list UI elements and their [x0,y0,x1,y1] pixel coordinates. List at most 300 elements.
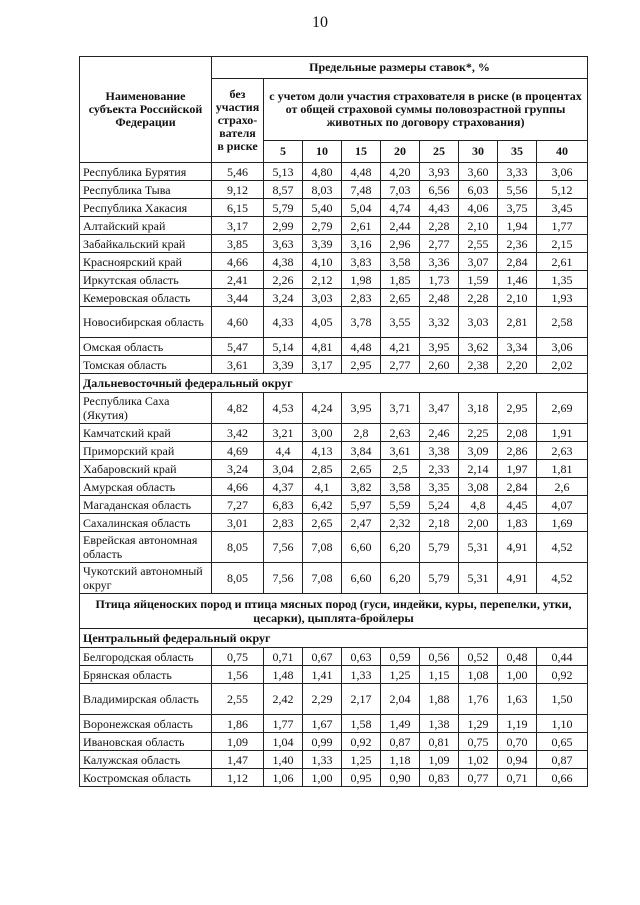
rate-cell: 2,47 [342,514,381,532]
subject-name-cell: Алтайский край [80,217,212,235]
rate-cell: 1,04 [264,733,303,751]
rate-cell: 0,70 [498,733,537,751]
rate-cell: 1,19 [498,715,537,733]
rate-cell: 4,21 [381,338,420,356]
table-row [80,460,588,478]
rate-cell: 0,99 [303,733,342,751]
rate-cell: 3,47 [420,393,459,424]
rate-cell: 4,07 [537,496,588,514]
rate-cell: 1,38 [420,715,459,733]
rate-cell: 2,84 [498,478,537,496]
subject-name-cell: Владимирская область [80,684,212,715]
rate-cell: 4,52 [537,532,588,563]
rate-cell: 5,79 [420,532,459,563]
rate-cell: 0,52 [459,648,498,666]
rate-cell: 4,20 [381,163,420,181]
rate-without-participation-cell: 5,46 [212,163,264,181]
rate-cell: 1,91 [537,424,588,442]
rate-cell: 6,60 [342,563,381,594]
rate-cell: 0,71 [498,769,537,787]
rate-cell: 1,98 [342,271,381,289]
rate-cell: 3,82 [342,478,381,496]
rate-cell: 1,94 [498,217,537,235]
subject-name-cell: Томская область [80,356,212,374]
rate-cell: 2,29 [303,684,342,715]
rate-cell: 3,03 [303,289,342,307]
table-row [80,733,588,751]
rate-cell: 5,79 [420,563,459,594]
rate-without-participation-cell: 4,60 [212,307,264,338]
rate-cell: 2,33 [420,460,459,478]
rate-cell: 3,08 [459,478,498,496]
rate-cell: 2,44 [381,217,420,235]
rate-without-participation-cell: 7,27 [212,496,264,514]
rate-cell: 1,35 [537,271,588,289]
rate-cell: 2,12 [303,271,342,289]
rate-cell: 2,79 [303,217,342,235]
rate-cell: 3,39 [303,235,342,253]
rate-cell: 1,18 [381,751,420,769]
share-header-cell: 20 [381,141,420,163]
rate-cell: 4,81 [303,338,342,356]
subject-name-cell: Амурская область [80,478,212,496]
rate-without-participation-cell: 1,09 [212,733,264,751]
rate-cell: 4,05 [303,307,342,338]
rate-cell: 2,6 [537,478,588,496]
rate-cell: 5,24 [420,496,459,514]
rate-cell: 6,60 [342,532,381,563]
rate-cell: 7,48 [342,181,381,199]
rate-without-participation-cell: 3,61 [212,356,264,374]
rate-cell: 1,48 [264,666,303,684]
rate-cell: 2,99 [264,217,303,235]
rate-cell: 2,25 [459,424,498,442]
subject-name-cell: Белгородская область [80,648,212,666]
section-row [80,594,588,629]
rate-without-participation-cell: 4,69 [212,442,264,460]
rate-cell: 2,00 [459,514,498,532]
table-row [80,217,588,235]
subject-name-cell: Новосибирская область [80,307,212,338]
rate-cell: 4,4 [264,442,303,460]
rate-cell: 5,13 [264,163,303,181]
rate-cell: 0,56 [420,648,459,666]
rate-cell: 2,32 [381,514,420,532]
rate-cell: 1,77 [537,217,588,235]
subject-name-cell: Еврейская автономная область [80,532,212,563]
table-row [80,307,588,338]
rate-cell: 1,09 [420,751,459,769]
rate-cell: 0,63 [342,648,381,666]
rate-cell: 4,53 [264,393,303,424]
rate-cell: 3,63 [264,235,303,253]
rate-without-participation-cell: 0,75 [212,648,264,666]
subject-name-cell: Республика Тыва [80,181,212,199]
table-row [80,751,588,769]
subject-name-cell: Омская область [80,338,212,356]
rate-cell: 0,94 [498,751,537,769]
rate-cell: 6,83 [264,496,303,514]
rate-cell: 7,56 [264,563,303,594]
rate-cell: 0,87 [537,751,588,769]
rate-without-participation-cell: 1,12 [212,769,264,787]
rate-cell: 7,08 [303,532,342,563]
rate-without-participation-cell: 9,12 [212,181,264,199]
limits-header: Предельные размеры ставок*, % [212,57,588,79]
rate-cell: 0,81 [420,733,459,751]
rate-cell: 4,38 [264,253,303,271]
rate-cell: 4,52 [537,563,588,594]
table-row [80,356,588,374]
rate-cell: 1,63 [498,684,537,715]
subject-name-cell: Хабаровский край [80,460,212,478]
rate-without-participation-cell: 3,85 [212,235,264,253]
rate-cell: 3,21 [264,424,303,442]
share-header-cell: 30 [459,141,498,163]
rate-cell: 5,12 [537,181,588,199]
table-row [80,181,588,199]
rate-cell: 2,77 [381,356,420,374]
rate-cell: 1,73 [420,271,459,289]
rate-cell: 2,65 [303,514,342,532]
rate-cell: 5,40 [303,199,342,217]
share-header-cell: 35 [498,141,537,163]
section-title: Дальневосточный федеральный округ [80,374,588,393]
subject-name-cell: Калужская область [80,751,212,769]
rate-cell: 2,10 [498,289,537,307]
rate-cell: 1,46 [498,271,537,289]
rate-cell: 2,65 [381,289,420,307]
rate-cell: 0,77 [459,769,498,787]
rate-cell: 0,83 [420,769,459,787]
rate-cell: 8,57 [264,181,303,199]
without-participation-header: без участия страхо-вателя в риске [212,79,264,163]
section-title: Центральный федеральный округ [80,629,588,648]
rate-cell: 2,46 [420,424,459,442]
with-participation-header: с учетом доли участия страхователя в риске (в процентах от общей страховой суммы половозрастной группы животных по договору страхования) [264,79,588,141]
rate-cell: 2,02 [537,356,588,374]
rate-without-participation-cell: 3,44 [212,289,264,307]
rate-cell: 2,10 [459,217,498,235]
rate-cell: 2,20 [498,356,537,374]
rate-without-participation-cell: 2,41 [212,271,264,289]
rate-cell: 3,93 [420,163,459,181]
rate-cell: 1,69 [537,514,588,532]
table-row [80,424,588,442]
rate-without-participation-cell: 6,15 [212,199,264,217]
rate-cell: 2,77 [420,235,459,253]
rate-cell: 3,24 [264,289,303,307]
table-row [80,271,588,289]
rate-cell: 2,26 [264,271,303,289]
rate-cell: 4,74 [381,199,420,217]
rate-cell: 3,45 [537,199,588,217]
rate-cell: 2,69 [537,393,588,424]
rate-cell: 5,97 [342,496,381,514]
rate-cell: 3,78 [342,307,381,338]
rate-cell: 3,71 [381,393,420,424]
rate-cell: 5,56 [498,181,537,199]
rate-cell: 1,88 [420,684,459,715]
table-row [80,715,588,733]
rate-cell: 1,81 [537,460,588,478]
rate-cell: 2,60 [420,356,459,374]
rate-cell: 2,96 [381,235,420,253]
rate-cell: 3,00 [303,424,342,442]
subject-name-cell: Чукотский автономный округ [80,563,212,594]
subject-name-cell: Сахалинская область [80,514,212,532]
rate-cell: 0,48 [498,648,537,666]
rate-cell: 2,28 [420,217,459,235]
rate-cell: 1,50 [537,684,588,715]
rate-cell: 6,03 [459,181,498,199]
rate-cell: 3,04 [264,460,303,478]
table-row [80,563,588,594]
subject-name-cell: Воронежская область [80,715,212,733]
rates-table [79,56,588,787]
table-row [80,163,588,181]
subject-name-cell: Камчатский край [80,424,212,442]
subject-name-cell: Брянская область [80,666,212,684]
rate-cell: 6,20 [381,532,420,563]
share-header-cell: 15 [342,141,381,163]
rate-cell: 1,58 [342,715,381,733]
rate-cell: 1,25 [381,666,420,684]
rate-cell: 1,33 [303,751,342,769]
table-row [80,496,588,514]
rate-without-participation-cell: 3,01 [212,514,264,532]
rate-cell: 3,36 [420,253,459,271]
rate-cell: 2,28 [459,289,498,307]
table-row [80,648,588,666]
rate-cell: 6,42 [303,496,342,514]
rate-cell: 3,95 [342,393,381,424]
rate-cell: 7,08 [303,563,342,594]
rate-cell: 3,95 [420,338,459,356]
subject-name-cell: Республика Бурятия [80,163,212,181]
share-header-cell: 40 [537,141,588,163]
rate-cell: 3,55 [381,307,420,338]
rate-cell: 3,84 [342,442,381,460]
rate-without-participation-cell: 4,66 [212,253,264,271]
table-row [80,514,588,532]
rate-cell: 0,87 [381,733,420,751]
rate-cell: 3,09 [459,442,498,460]
table-row [80,666,588,684]
rate-cell: 0,65 [537,733,588,751]
rate-without-participation-cell: 3,42 [212,424,264,442]
rate-cell: 4,24 [303,393,342,424]
table-row [80,235,588,253]
rate-cell: 2,14 [459,460,498,478]
table-header [80,57,588,163]
rate-cell: 2,83 [264,514,303,532]
rate-cell: 2,65 [342,460,381,478]
rate-cell: 3,62 [459,338,498,356]
rate-cell: 1,85 [381,271,420,289]
rate-without-participation-cell: 8,05 [212,563,264,594]
rate-without-participation-cell: 1,86 [212,715,264,733]
table-row [80,338,588,356]
subject-name-cell: Приморский край [80,442,212,460]
rate-cell: 1,00 [498,666,537,684]
rate-without-participation-cell: 5,47 [212,338,264,356]
rate-cell: 1,93 [537,289,588,307]
rate-cell: 2,17 [342,684,381,715]
rate-cell: 2,38 [459,356,498,374]
rate-cell: 5,79 [264,199,303,217]
table-row [80,442,588,460]
rate-cell: 1,25 [342,751,381,769]
rate-cell: 4,91 [498,532,537,563]
rate-cell: 2,58 [537,307,588,338]
rate-cell: 2,61 [342,217,381,235]
subject-name-cell: Красноярский край [80,253,212,271]
rate-cell: 2,04 [381,684,420,715]
rate-cell: 3,17 [303,356,342,374]
rate-cell: 2,81 [498,307,537,338]
subject-name-cell: Забайкальский край [80,235,212,253]
rate-without-participation-cell: 1,56 [212,666,264,684]
rate-cell: 3,03 [459,307,498,338]
rate-cell: 3,58 [381,253,420,271]
share-header-cell: 5 [264,141,303,163]
rate-cell: 4,13 [303,442,342,460]
rate-cell: 2,5 [381,460,420,478]
rate-cell: 8,03 [303,181,342,199]
rate-cell: 2,85 [303,460,342,478]
rate-cell: 1,29 [459,715,498,733]
rate-cell: 4,10 [303,253,342,271]
rate-cell: 0,66 [537,769,588,787]
rate-cell: 4,45 [498,496,537,514]
rate-cell: 1,77 [264,715,303,733]
rate-cell: 3,06 [537,163,588,181]
rate-cell: 2,42 [264,684,303,715]
rate-cell: 1,08 [459,666,498,684]
rate-cell: 2,84 [498,253,537,271]
rate-cell: 3,38 [420,442,459,460]
rate-cell: 0,92 [342,733,381,751]
table-row [80,532,588,563]
rate-cell: 3,16 [342,235,381,253]
rate-cell: 1,76 [459,684,498,715]
rate-without-participation-cell: 8,05 [212,532,264,563]
rate-cell: 3,83 [342,253,381,271]
rate-cell: 2,08 [498,424,537,442]
section-title: Птица яйценоских пород и птица мясных пород (гуси, индейки, куры, перепелки, утки, цесарки), цыплята-бройлеры [80,594,588,629]
rate-cell: 6,20 [381,563,420,594]
rate-cell: 7,56 [264,532,303,563]
rate-cell: 0,59 [381,648,420,666]
rate-cell: 3,34 [498,338,537,356]
rate-cell: 3,60 [459,163,498,181]
rate-cell: 1,02 [459,751,498,769]
rate-cell: 1,33 [342,666,381,684]
rate-cell: 3,35 [420,478,459,496]
rate-cell: 0,44 [537,648,588,666]
rate-cell: 2,83 [342,289,381,307]
rate-cell: 4,1 [303,478,342,496]
rate-cell: 4,43 [420,199,459,217]
subject-name-cell: Иркутская область [80,271,212,289]
rate-cell: 4,91 [498,563,537,594]
rate-cell: 2,95 [498,393,537,424]
rate-cell: 1,06 [264,769,303,787]
rate-cell: 2,95 [342,356,381,374]
rate-cell: 5,14 [264,338,303,356]
rate-cell: 2,48 [420,289,459,307]
rate-cell: 2,55 [459,235,498,253]
rate-without-participation-cell: 4,66 [212,478,264,496]
table-row [80,199,588,217]
rate-cell: 2,15 [537,235,588,253]
rate-cell: 6,56 [420,181,459,199]
rate-cell: 2,18 [420,514,459,532]
rate-cell: 0,75 [459,733,498,751]
rate-cell: 2,36 [498,235,537,253]
rate-cell: 1,83 [498,514,537,532]
rate-cell: 4,48 [342,163,381,181]
rate-cell: 3,39 [264,356,303,374]
rate-cell: 1,97 [498,460,537,478]
subject-column-header: Наименование субъекта Российской Федерации [80,57,212,163]
rate-cell: 3,61 [381,442,420,460]
subject-name-cell: Костромская область [80,769,212,787]
rate-cell: 2,63 [381,424,420,442]
rate-cell: 4,80 [303,163,342,181]
rate-cell: 0,92 [537,666,588,684]
share-header-cell: 10 [303,141,342,163]
rate-without-participation-cell: 1,47 [212,751,264,769]
rate-cell: 1,40 [264,751,303,769]
rate-cell: 5,04 [342,199,381,217]
rate-cell: 4,48 [342,338,381,356]
rate-without-participation-cell: 3,24 [212,460,264,478]
rate-cell: 1,59 [459,271,498,289]
rate-cell: 3,18 [459,393,498,424]
rate-cell: 1,10 [537,715,588,733]
rate-cell: 5,31 [459,563,498,594]
table-row [80,393,588,424]
rate-cell: 3,07 [459,253,498,271]
rate-cell: 1,41 [303,666,342,684]
rate-cell: 5,31 [459,532,498,563]
rate-cell: 4,8 [459,496,498,514]
rate-cell: 2,61 [537,253,588,271]
table-row [80,253,588,271]
section-row [80,629,588,648]
rate-without-participation-cell: 3,17 [212,217,264,235]
page-number: 10 [312,14,328,31]
rate-cell: 1,49 [381,715,420,733]
rate-cell: 3,32 [420,307,459,338]
rate-cell: 2,86 [498,442,537,460]
table-body [80,163,588,787]
rate-cell: 4,37 [264,478,303,496]
rate-without-participation-cell: 4,82 [212,393,264,424]
share-header-cell: 25 [420,141,459,163]
rate-cell: 5,59 [381,496,420,514]
rate-cell: 0,67 [303,648,342,666]
rate-cell: 0,90 [381,769,420,787]
rate-cell: 3,58 [381,478,420,496]
table-row [80,478,588,496]
rate-cell: 4,33 [264,307,303,338]
subject-name-cell: Кемеровская область [80,289,212,307]
rate-cell: 3,75 [498,199,537,217]
table-row [80,289,588,307]
